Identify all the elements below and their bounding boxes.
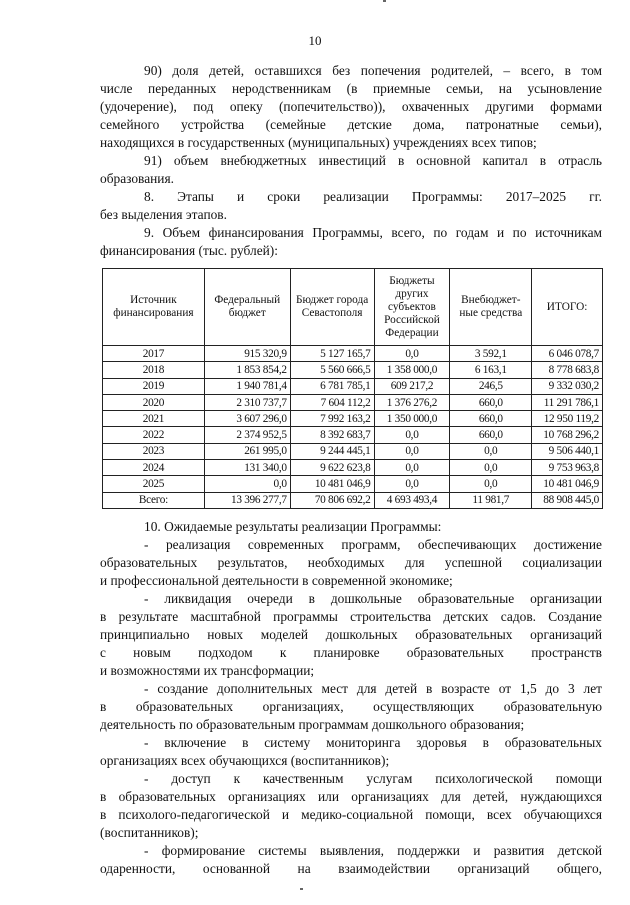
- value-cell: 6 781 785,1: [290, 378, 374, 394]
- value-cell: 3 607 296,0: [204, 411, 290, 427]
- header-cell: Источник финансирования: [103, 269, 205, 346]
- text-line: образования.: [100, 171, 174, 186]
- text-line: семейного устройства (семейные детские дома, патронатные семьи),: [100, 117, 602, 132]
- value-cell: 12 950 119,2: [532, 411, 603, 427]
- year-cell: Всего:: [103, 492, 205, 508]
- value-cell: 0,0: [450, 460, 532, 476]
- value-cell: 915 320,9: [204, 346, 290, 362]
- value-cell: 9 506 440,1: [532, 443, 603, 459]
- text-line: - включение в систему мониторинга здоровья в образовательных: [144, 735, 602, 750]
- value-cell: 0,0: [374, 443, 450, 459]
- value-cell: 10 768 296,2: [532, 427, 603, 443]
- table-row: [103, 411, 603, 427]
- value-cell: 1 376 276,2: [374, 394, 450, 410]
- table-row: [103, 394, 603, 410]
- text-line: с новым подходом к планировке образовательных пространств: [100, 645, 602, 660]
- section-9: [100, 224, 602, 260]
- year-cell: 2024: [103, 460, 205, 476]
- value-cell: 0,0: [204, 476, 290, 492]
- header-cell: Внебюджет-ные средства: [450, 269, 532, 346]
- financing-table: [102, 268, 603, 509]
- value-cell: 0,0: [374, 346, 450, 362]
- text-line: и профессиональной деятельности в современной экономике;: [100, 573, 453, 588]
- text-line: деятельность по образовательным программам дошкольного образования;: [100, 717, 525, 732]
- value-cell: 660,0: [450, 394, 532, 410]
- header-cell: ИТОГО:: [532, 269, 603, 346]
- scan-speck: [300, 888, 303, 890]
- value-cell: 1 853 854,2: [204, 362, 290, 378]
- header-cell: Федеральный бюджет: [204, 269, 290, 346]
- year-cell: 2017: [103, 346, 205, 362]
- value-cell: 2 310 737,7: [204, 394, 290, 410]
- value-cell: 7 604 112,2: [290, 394, 374, 410]
- value-cell: 8 392 683,7: [290, 427, 374, 443]
- year-cell: 2020: [103, 394, 205, 410]
- value-cell: 246,5: [450, 378, 532, 394]
- text-line: находящихся в государственных (муниципальных) учреждениях всех типов;: [100, 135, 537, 150]
- text-line: в психолого-педагогической и медико-социальной помощи, всех обучающихся: [100, 807, 602, 822]
- value-cell: 9 244 445,1: [290, 443, 374, 459]
- value-cell: 0,0: [374, 476, 450, 492]
- value-cell: 609 217,2: [374, 378, 450, 394]
- text-line: числе переданных неродственникам (в приемные семьи, на усыновление: [100, 81, 602, 96]
- text-line: - создание дополнительных мест для детей в возрасте от 1,5 до 3 лет: [144, 681, 602, 696]
- value-cell: 131 340,0: [204, 460, 290, 476]
- table-row: [103, 346, 603, 362]
- table-row: [103, 476, 603, 492]
- text-line: 9. Объем финансирования Программы, всего, по годам и по источникам: [144, 225, 602, 240]
- value-cell: 1 350 000,0: [374, 411, 450, 427]
- value-cell: 88 908 445,0: [532, 492, 603, 508]
- text-line: принципиально новых моделей дошкольных образовательных организаций: [100, 627, 602, 642]
- year-cell: 2018: [103, 362, 205, 378]
- page-number: 10: [308, 33, 322, 48]
- value-cell: 8 778 683,8: [532, 362, 603, 378]
- value-cell: 11 291 786,1: [532, 394, 603, 410]
- value-cell: 0,0: [374, 460, 450, 476]
- year-cell: 2023: [103, 443, 205, 459]
- text-line: в образовательных организациях или организациях для детей, нуждающихся: [100, 789, 602, 804]
- table-row: [103, 362, 603, 378]
- value-cell: 6 163,1: [450, 362, 532, 378]
- value-cell: 11 981,7: [450, 492, 532, 508]
- section-8: [100, 188, 602, 224]
- header-cell: Бюджет города Севастополя: [290, 269, 374, 346]
- value-cell: 5 560 666,5: [290, 362, 374, 378]
- value-cell: 0,0: [450, 443, 532, 459]
- table-header-row: [103, 269, 603, 346]
- text-line: (удочерение), под опеку (попечительство)), охваченных другими формами: [100, 99, 602, 114]
- year-cell: 2025: [103, 476, 205, 492]
- value-cell: 261 995,0: [204, 443, 290, 459]
- year-cell: 2022: [103, 427, 205, 443]
- value-cell: 0,0: [374, 427, 450, 443]
- year-cell: 2019: [103, 378, 205, 394]
- value-cell: 0,0: [450, 476, 532, 492]
- text-line: одаренности, основанной на взаимодействии организаций общего,: [100, 861, 602, 876]
- value-cell: 9 753 963,8: [532, 460, 603, 476]
- value-cell: 7 992 163,2: [290, 411, 374, 427]
- text-line: и возможностями их трансформации;: [100, 663, 315, 678]
- value-cell: 6 046 078,7: [532, 346, 603, 362]
- table-row: [103, 427, 603, 443]
- value-cell: 10 481 046,9: [532, 476, 603, 492]
- text-line: - доступ к качественным услугам психологической помощи: [144, 771, 602, 786]
- text-line: 8. Этапы и сроки реализации Программы: 2017–2025 гг.: [144, 189, 602, 204]
- value-cell: 9 622 623,8: [290, 460, 374, 476]
- value-cell: 3 592,1: [450, 346, 532, 362]
- text-line: организациях всех обучающихся (воспитанников);: [100, 753, 390, 768]
- table-row: [103, 378, 603, 394]
- section-10: [100, 518, 602, 878]
- value-cell: 9 332 030,2: [532, 378, 603, 394]
- value-cell: 1 358 000,0: [374, 362, 450, 378]
- text-line: без выделения этапов.: [100, 207, 227, 222]
- value-cell: 2 374 952,5: [204, 427, 290, 443]
- year-cell: 2021: [103, 411, 205, 427]
- text-line: финансирования (тыс. рублей):: [100, 243, 278, 258]
- item-90: [100, 62, 602, 152]
- table-row: [103, 492, 603, 508]
- table-row: [103, 443, 603, 459]
- text-line: (воспитанников);: [100, 825, 199, 840]
- value-cell: 13 396 277,7: [204, 492, 290, 508]
- text-line: - ликвидация очереди в дошкольные образовательные организации: [144, 591, 602, 606]
- text-line: - формирование системы выявления, поддержки и развития детской: [144, 843, 602, 858]
- results-heading: 10. Ожидаемые результаты реализации Программы:: [144, 519, 442, 534]
- value-cell: 70 806 692,2: [290, 492, 374, 508]
- value-cell: 4 693 493,4: [374, 492, 450, 508]
- item-91: [100, 152, 602, 188]
- value-cell: 660,0: [450, 427, 532, 443]
- table-row: [103, 460, 603, 476]
- value-cell: 660,0: [450, 411, 532, 427]
- value-cell: 1 940 781,4: [204, 378, 290, 394]
- scan-speck: [383, 0, 386, 2]
- text-line: - реализация современных программ, обеспечивающих достижение: [144, 537, 602, 552]
- text-line: образовательных результатов, необходимых для успешной социализации: [100, 555, 602, 570]
- value-cell: 10 481 046,9: [290, 476, 374, 492]
- text-line: 90) доля детей, оставшихся без попечения родителей, – всего, в том: [144, 63, 602, 78]
- text-line: в образовательных организациях, осуществляющих образовательную: [100, 699, 602, 714]
- value-cell: 5 127 165,7: [290, 346, 374, 362]
- text-line: в результате масштабной программы строительства детских садов. Создание: [100, 609, 602, 624]
- text-line: 91) объем внебюджетных инвестиций в основной капитал в отрасль: [144, 153, 602, 168]
- header-cell: Бюджеты других субъектов Российской Федерации: [374, 269, 450, 346]
